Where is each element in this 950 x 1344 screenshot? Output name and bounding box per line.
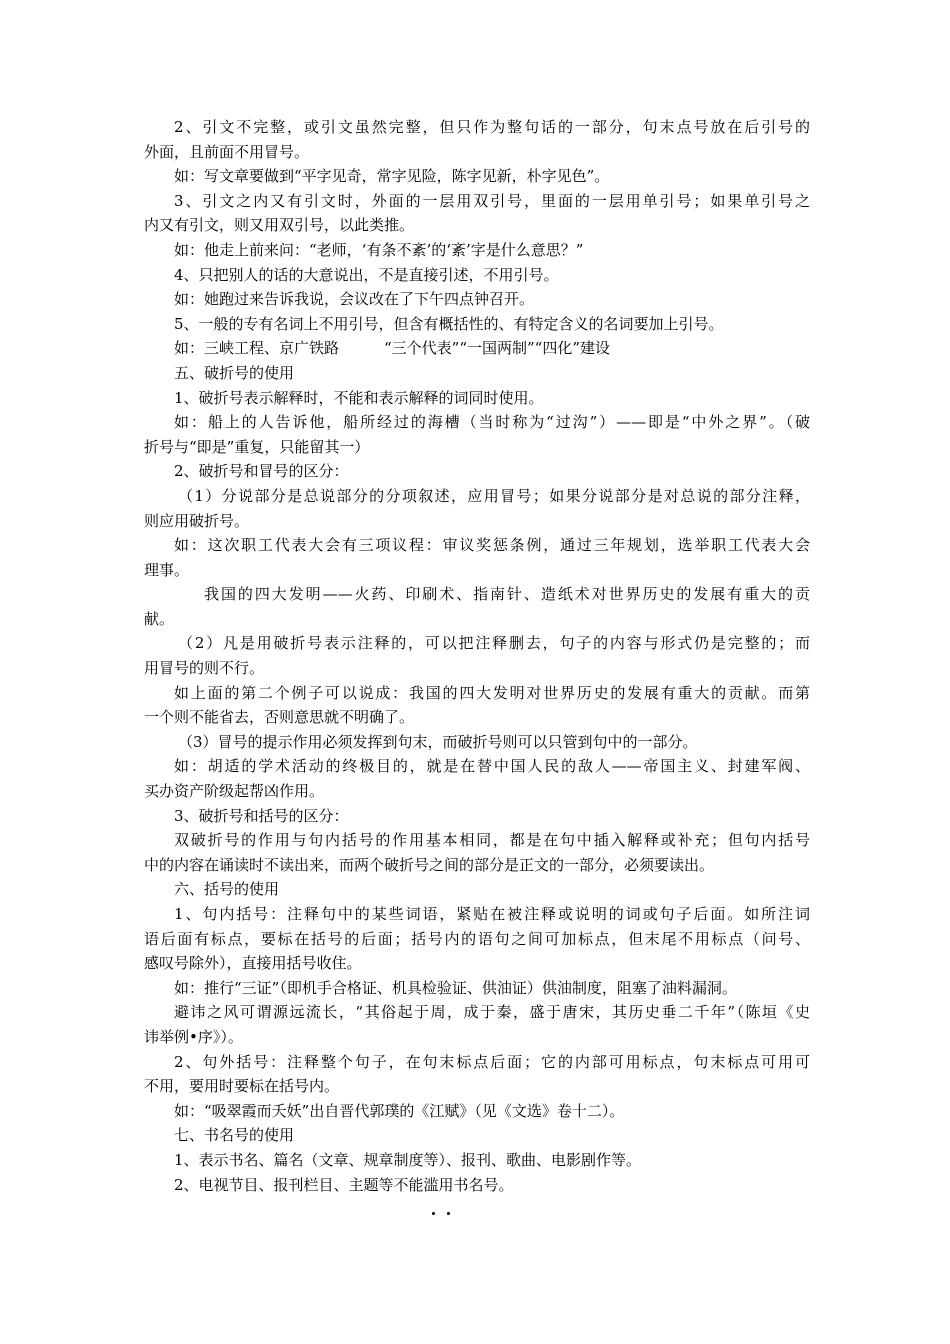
- text-line: 我国的四大发明——火药、印刷术、指南针、造纸术对世界历史的发展有重大的贡: [204, 585, 810, 604]
- text-line: 六、括号的使用: [174, 880, 280, 899]
- text-line: 中的内容在诵读时不读出来，而两个破折号之间的部分是正文的一部分，必须要读出。: [144, 855, 715, 874]
- text-line: 外面，且前面不用冒号。: [144, 142, 310, 161]
- text-line: 七、书名号的使用: [174, 1126, 295, 1145]
- text-line: 一个则不能省去，否则意思就不明确了。: [144, 708, 415, 727]
- text-line: 避讳之风可谓源远流长，“其俗起于周，成于秦，盛于唐宋，其历史垂二千年”（陈垣《史: [174, 1003, 810, 1022]
- text-line: 折号与“即是”重复，只能留其一）: [144, 437, 370, 456]
- text-line: 如：“吸翠霞而夭妖”出自晋代郭璞的《江赋》（见《文选》卷十二）。: [174, 1101, 625, 1120]
- text-line: 如：胡适的学术活动的终极目的，就是在替中国人民的敌人——帝国主义、封建军阀、: [174, 757, 810, 776]
- emphasis-dots: [432, 1212, 462, 1218]
- text-line: 如：他走上前来问：“老师，‘有条不紊’的‘紊’字是什么意思？”: [174, 240, 584, 259]
- text-line: 5、一般的专有名词上不用引号，但含有概括性的、有特定含义的名词要加上引号。: [174, 314, 724, 333]
- text-line: 五、破折号的使用: [174, 363, 295, 382]
- document-body: [144, 115, 810, 1197]
- text-line: 如：这次职工代表大会有三项议程：审议奖惩条例，通过三年规划，选举职工代表大会: [174, 536, 810, 555]
- text-line: 不用，要用时要标在括号内。: [144, 1077, 340, 1096]
- text-line: 4、只把别人的话的大意说出，不是直接引述，不用引号。: [174, 265, 559, 284]
- text-line: 则应用破折号。: [144, 511, 250, 530]
- text-line: 献。: [144, 609, 175, 628]
- text-line: 1、句内括号：注释句中的某些词语，紧贴在被注释或说明的词或句子后面。如所注词: [174, 905, 810, 923]
- text-line: 1、表示书名、篇名（文章、规章制度等）、报刊、歌曲、电影剧作等。: [174, 1150, 642, 1169]
- text-line: 2、句外括号：注释整个句子，在句末标点后面；它的内部可用标点，句末标点可用可: [174, 1052, 810, 1071]
- text-line: 2、破折号和冒号的区分：: [174, 462, 349, 481]
- text-line: 如上面的第二个例子可以说成：我国的四大发明对世界历史的发展有重大的贡献。而第: [174, 683, 810, 702]
- text-line: 如：三峡工程、京广铁路 “三个代表”“一国两制”“四化”建设: [174, 339, 611, 358]
- text-line: （3）冒号的提示作用必须发挥到句末，而破折号则可以只管到句中的一部分。: [178, 732, 698, 751]
- text-line: （2）凡是用破折号表示注释的，可以把注释删去，句子的内容与形式仍是完整的；而: [178, 634, 810, 653]
- text-line: 1、破折号表示解释时，不能和表示解释的词同时使用。: [174, 388, 544, 407]
- text-line: 2、引文不完整，或引文虽然完整，但只作为整句话的一部分，句末点号放在后引号的: [174, 118, 810, 136]
- emphasis-dot: [432, 1212, 435, 1215]
- text-line: （1）分说部分是总说部分的分项叙述，应用冒号；如果分说部分是对总说的部分注释，: [178, 486, 810, 505]
- text-line: 如：船上的人告诉他，船所经过的海槽（当时称为“过沟”）——即是“中外之界”。（破: [174, 413, 810, 432]
- emphasis-dot: [447, 1212, 450, 1215]
- text-line: 双破折号的作用与句内括号的作用基本相同，都是在句中插入解释或补充；但句内括号: [174, 831, 810, 850]
- text-line: 感叹号除外），直接用括号收住。: [144, 954, 362, 973]
- text-line: 讳举例•序》）。: [144, 1027, 243, 1046]
- text-line: 语后面有标点，要标在括号的后面；括号内的语句之间可加标点，但末尾不用标点（问号、: [144, 929, 810, 948]
- text-line: 内又有引文，则又用双引号，以此类推。: [144, 216, 415, 235]
- text-line: 理事。: [144, 560, 190, 579]
- text-line: 3、引文之内又有引文时，外面的一层用双引号，里面的一层用单引号；如果单引号之: [174, 191, 810, 210]
- text-line: 如：写文章要做到“平字见奇，常字见险，陈字见新，朴字见色”。: [174, 167, 610, 186]
- text-line: 如：推行“三证”（即机手合格证、机具检验证、供油证）供油制度，阻塞了油料漏洞。: [174, 978, 737, 997]
- text-line: 3、破折号和括号的区分：: [174, 806, 349, 825]
- text-line: 买办资产阶级起帮凶作用。: [144, 782, 325, 801]
- text-line: 2、电视节目、报刊栏目、主题等不能滥用书名号。: [174, 1175, 514, 1194]
- text-line: 用冒号的则不行。: [144, 659, 265, 678]
- text-line: 如：她跑过来告诉我说，会议改在了下午四点钟召开。: [174, 290, 535, 309]
